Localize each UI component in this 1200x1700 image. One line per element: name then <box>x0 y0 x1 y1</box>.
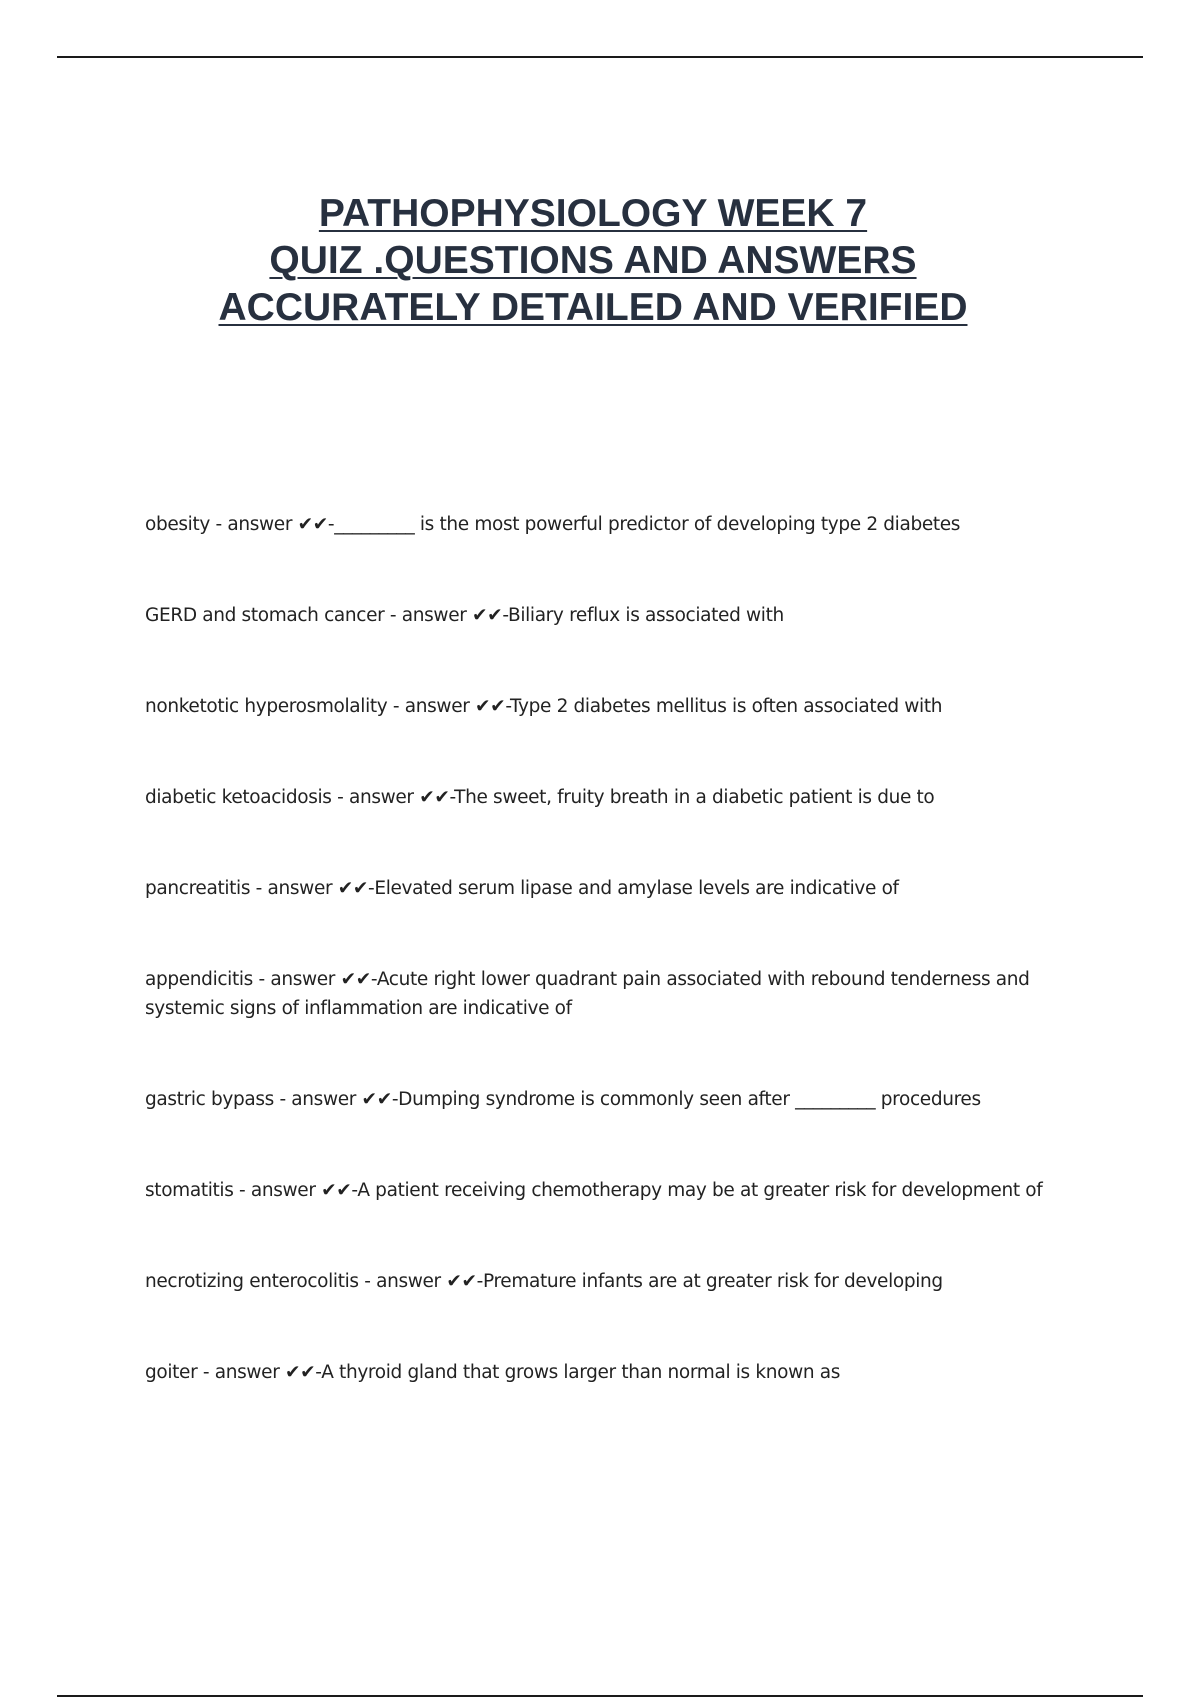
qa-item: appendicitis - answer ✔✔-Acute right lower quadrant pain associated with rebound tenderness and systemic signs of inflammation are indicative of <box>145 969 1030 1019</box>
title-line-3: ACCURATELY DETAILED AND VERIFIED <box>218 286 968 329</box>
qa-item: diabetic ketoacidosis - answer ✔✔-The sweet, fruity breath in a diabetic patient is due to <box>145 787 935 808</box>
title-line-2: QUIZ .QUESTIONS AND ANSWERS <box>269 239 917 282</box>
qa-item: GERD and stomach cancer - answer ✔✔-Biliary reflux is associated with <box>145 605 784 626</box>
qa-item: necrotizing enterocolitis - answer ✔✔-Premature infants are at greater risk for developing <box>145 1271 943 1292</box>
qa-item: goiter - answer ✔✔-A thyroid gland that grows larger than normal is known as <box>145 1362 841 1383</box>
qa-item: stomatitis - answer ✔✔-A patient receiving chemotherapy may be at greater risk for development of <box>145 1180 1043 1201</box>
document-title <box>0 190 1186 331</box>
qa-item: gastric bypass - answer ✔✔-Dumping syndrome is commonly seen after _________ procedures <box>145 1089 981 1110</box>
qa-item: nonketotic hyperosmolality - answer ✔✔-Type 2 diabetes mellitus is often associated with <box>145 696 943 717</box>
qa-item: pancreatitis - answer ✔✔-Elevated serum lipase and amylase levels are indicative of <box>145 878 899 899</box>
bottom-rule <box>57 1695 1143 1697</box>
top-rule <box>57 56 1143 58</box>
title-line-1: PATHOPHYSIOLOGY WEEK 7 <box>318 192 868 235</box>
qa-item: obesity - answer ✔✔-_________ is the most powerful predictor of developing type 2 diabetes <box>145 514 961 535</box>
